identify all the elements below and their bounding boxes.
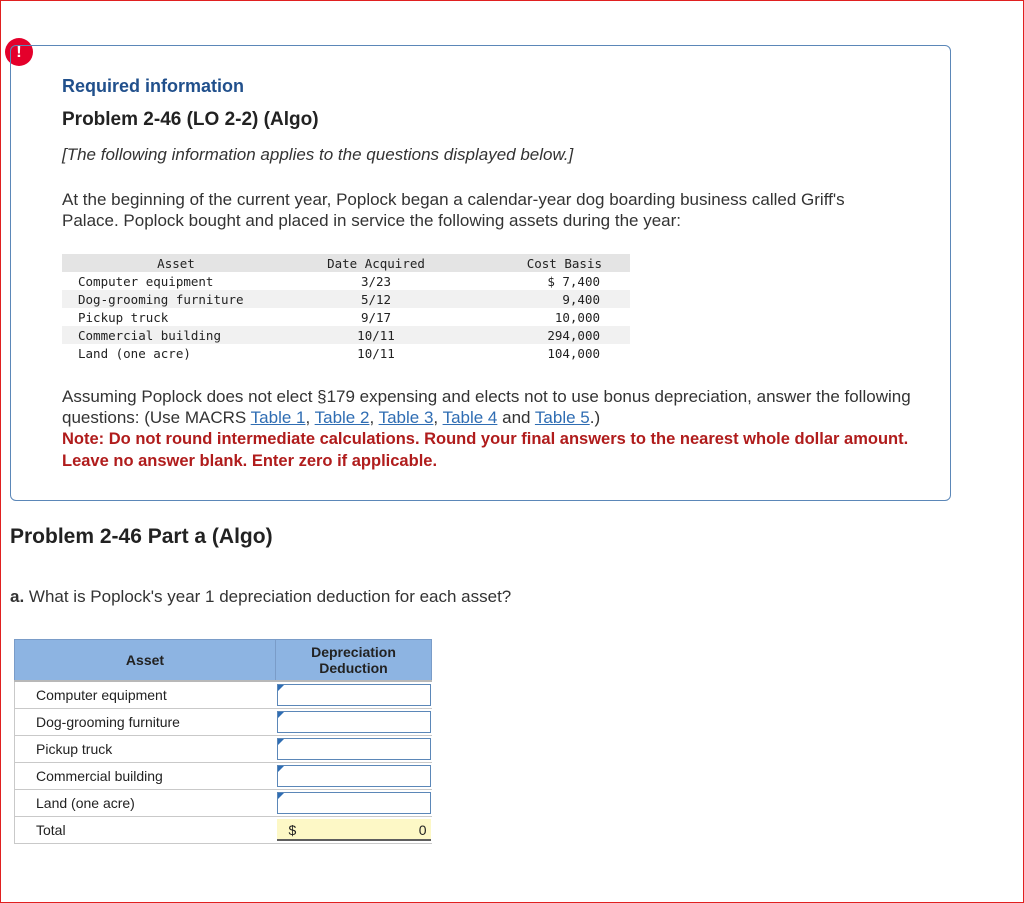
- answer-header-depreciation: [276, 640, 432, 682]
- answer-row-label: Dog-grooming furniture: [15, 709, 276, 736]
- total-label: Total: [15, 817, 276, 844]
- asset-date: 9/17: [360, 309, 392, 325]
- answer-header-row: [15, 640, 432, 682]
- asset-date: 3/23: [360, 273, 392, 289]
- total-currency: $: [288, 822, 297, 838]
- link-table-5[interactable]: Table 5: [534, 408, 590, 427]
- header-line: Deduction: [319, 660, 388, 676]
- required-info-card: [10, 45, 951, 501]
- rounding-note: Note: Do not round intermediate calculations. Round your final answers to the nearest whole dollar amount. Leave no answer blank. Enter zero if applicable.: [62, 430, 909, 470]
- answer-cell: [276, 736, 432, 763]
- total-cell: [276, 817, 432, 844]
- answer-row-label: Computer equipment: [15, 681, 276, 709]
- asset-cost: 9,400: [462, 290, 630, 308]
- answer-table: [14, 639, 432, 844]
- applies-note: [The following information applies to the questions displayed below.]: [62, 145, 574, 164]
- part-title: Problem 2-46 Part a (Algo): [10, 525, 273, 548]
- asset-date: 5/12: [290, 290, 462, 308]
- link-table-1[interactable]: Table 1: [250, 408, 306, 427]
- assumption-text: [62, 386, 912, 428]
- depreciation-input[interactable]: [277, 711, 431, 733]
- question-text: [10, 587, 511, 607]
- link-table-3[interactable]: Table 3: [378, 408, 434, 427]
- separator: and: [497, 408, 535, 427]
- header-cost-basis: Cost Basis: [462, 254, 630, 272]
- answer-row: [15, 790, 432, 817]
- answer-row: [15, 709, 432, 736]
- depreciation-input[interactable]: [277, 684, 431, 706]
- asset-cost: 10,000: [554, 309, 600, 325]
- answer-row: [15, 736, 432, 763]
- answer-row-label: Pickup truck: [15, 736, 276, 763]
- asset-info-row: [62, 272, 630, 290]
- header-asset: Asset: [62, 254, 290, 272]
- asset-info-header-row: [62, 254, 630, 272]
- answer-header-asset: Asset: [15, 640, 276, 682]
- asset-cost: $ 7,400: [547, 273, 600, 289]
- total-value-box: [277, 819, 431, 841]
- depreciation-input[interactable]: [277, 738, 431, 760]
- asset-date: 10/11: [290, 326, 462, 344]
- asset-info-row: [62, 290, 630, 308]
- answer-row: [15, 681, 432, 709]
- separator: ,: [305, 408, 315, 427]
- depreciation-input[interactable]: [277, 765, 431, 787]
- link-table-4[interactable]: Table 4: [442, 408, 498, 427]
- asset-name: Computer equipment: [78, 273, 214, 289]
- header-date-acquired: Date Acquired: [290, 254, 462, 272]
- total-value: 0: [418, 822, 427, 838]
- answer-row: [15, 763, 432, 790]
- answer-row-label: Land (one acre): [15, 790, 276, 817]
- asset-name: Land (one acre): [78, 345, 191, 361]
- asset-cost: 294,000: [462, 326, 630, 344]
- separator: ,: [369, 408, 379, 427]
- asset-name: Pickup truck: [78, 309, 169, 325]
- required-info-title: Required information: [62, 76, 245, 96]
- answer-cell: [276, 681, 432, 709]
- asset-info-row: [62, 326, 630, 344]
- asset-info-row: [62, 308, 630, 326]
- answer-total-row: [15, 817, 432, 844]
- asset-info-row: [62, 344, 630, 362]
- answer-cell: [276, 790, 432, 817]
- separator: ,: [433, 408, 443, 427]
- question-body: What is Poplock's year 1 depreciation deduction for each asset?: [24, 587, 512, 606]
- question-letter: a.: [10, 587, 25, 606]
- assumption-prefix: Assuming Poplock does not elect §179 expensing and elects not to use bonus depreciation, answer the following questions: (Use MACRS: [62, 387, 911, 427]
- answer-row-label: Commercial building: [15, 763, 276, 790]
- link-table-2[interactable]: Table 2: [314, 408, 370, 427]
- intro-text: At the beginning of the current year, Poplock began a calendar-year dog boarding business called Griff's Palace. Poplock bought and placed in service the following assets during the year:: [62, 190, 845, 230]
- alert-icon: !: [5, 38, 33, 66]
- problem-title: Problem 2-46 (LO 2-2) (Algo): [62, 109, 319, 130]
- answer-cell: [276, 763, 432, 790]
- asset-name: Dog-grooming furniture: [62, 290, 290, 308]
- asset-cost: 104,000: [547, 345, 600, 361]
- asset-info-table: [62, 254, 630, 362]
- asset-name: Commercial building: [62, 326, 290, 344]
- asset-date: 10/11: [357, 345, 395, 361]
- assumption-suffix: .): [589, 408, 601, 427]
- depreciation-input[interactable]: [277, 792, 431, 814]
- header-line: Depreciation: [311, 644, 396, 660]
- answer-cell: [276, 709, 432, 736]
